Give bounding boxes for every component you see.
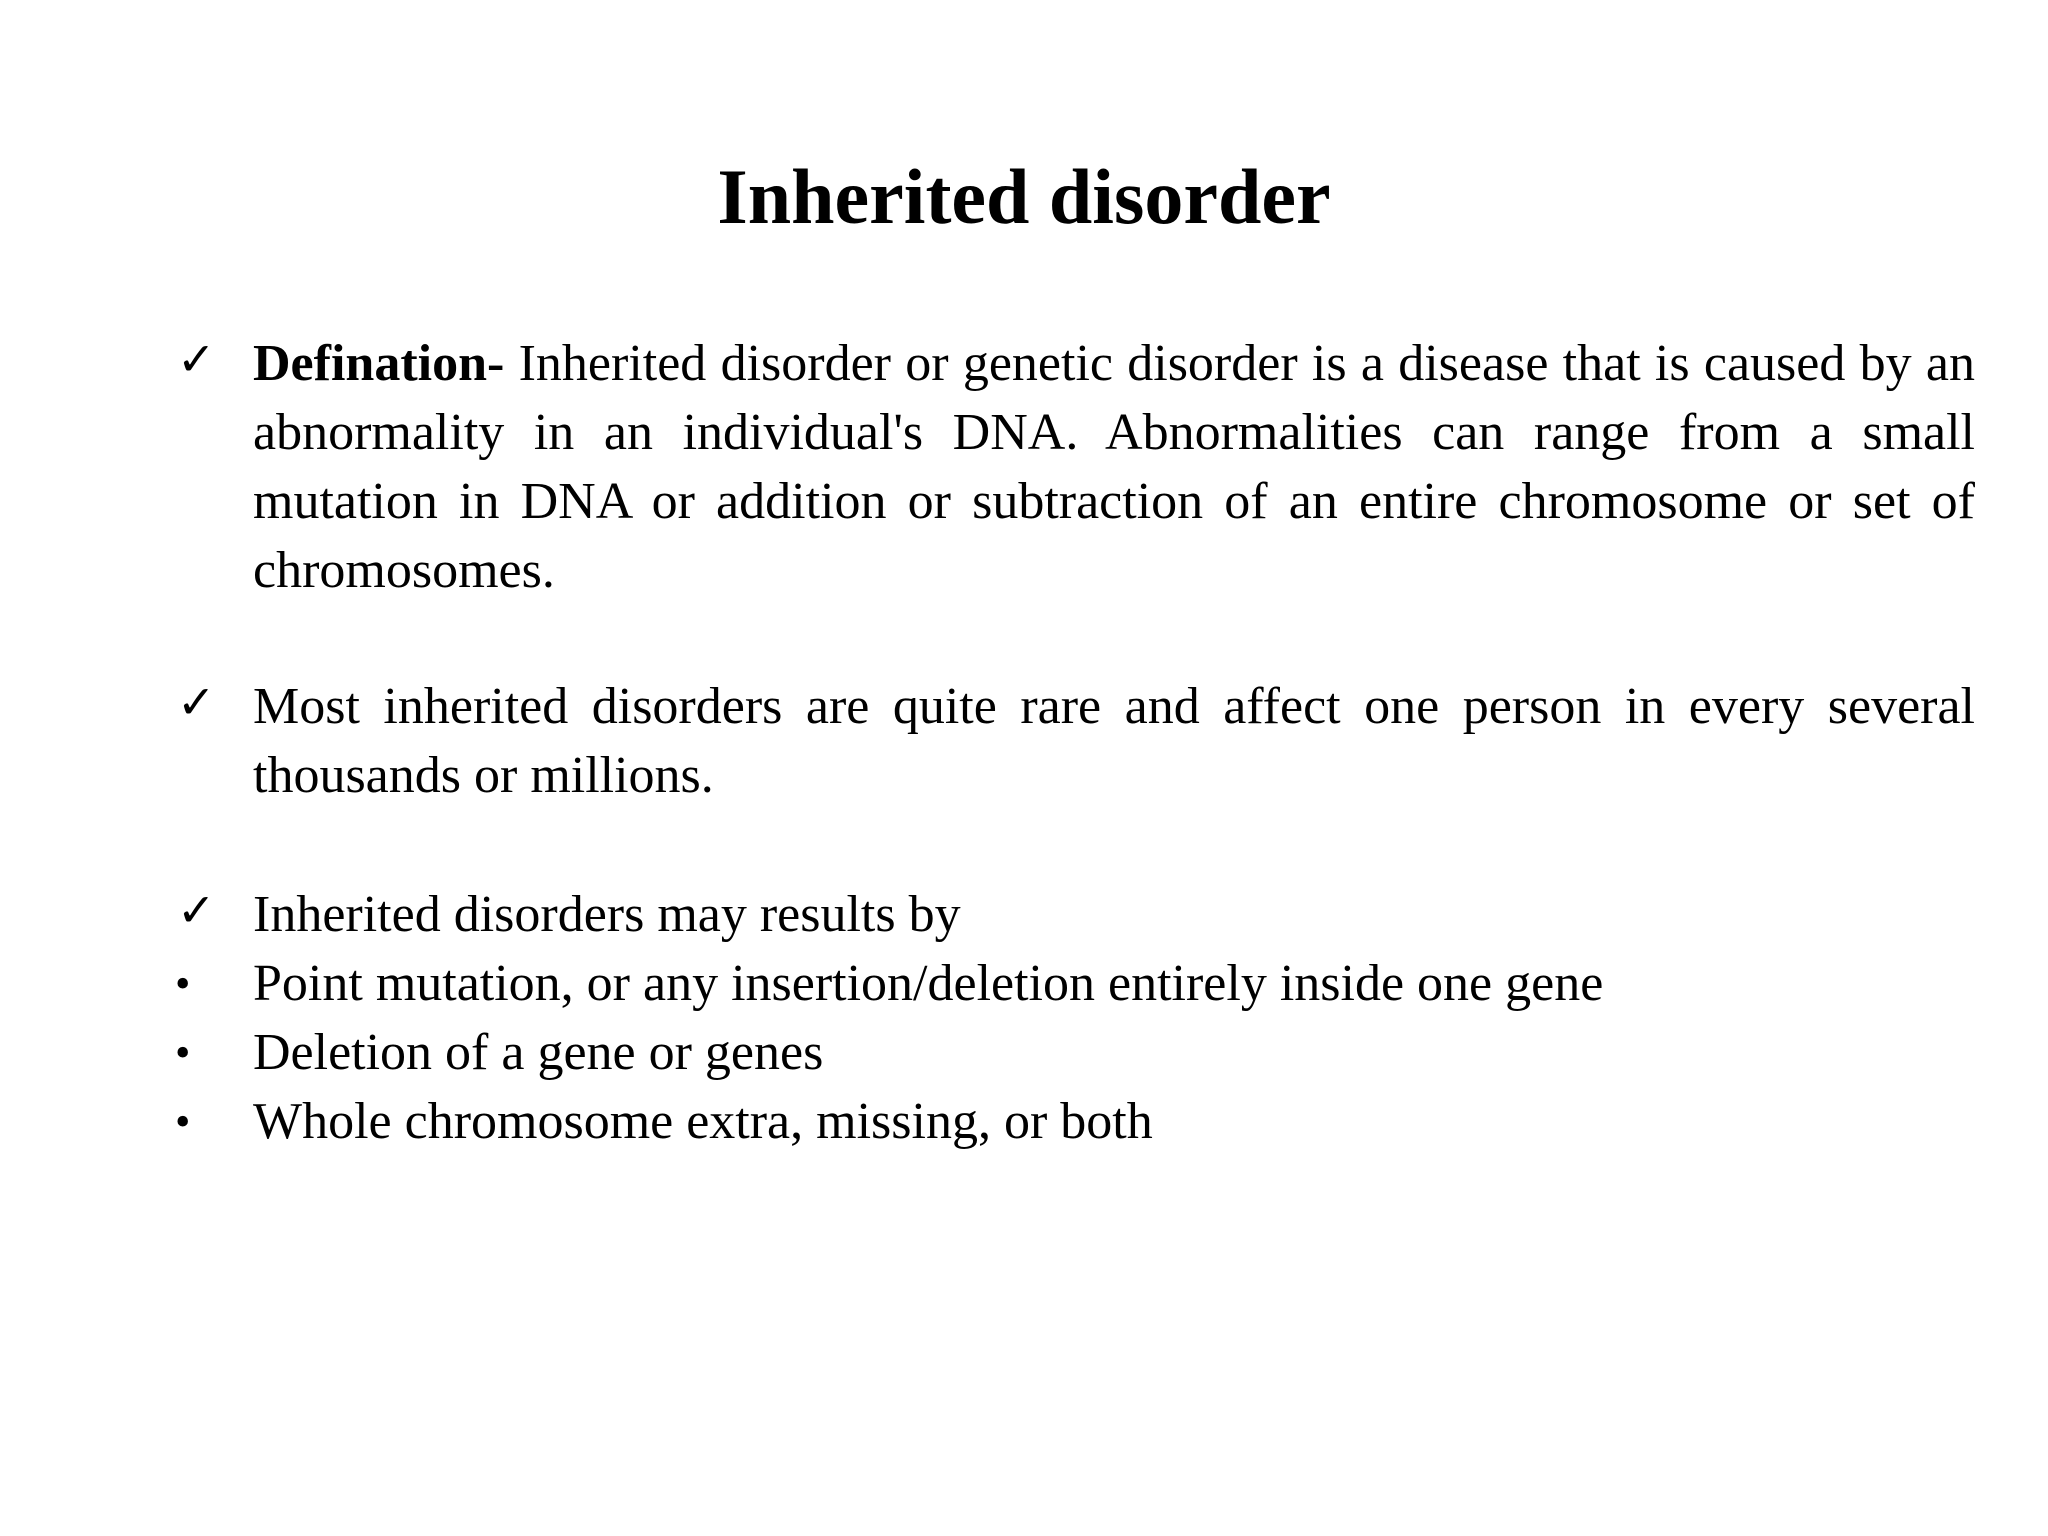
definition-term: Defination- xyxy=(253,335,505,392)
sub-bullet-text: Deletion of a gene or genes xyxy=(253,1024,824,1081)
sub-bullet-text: Point mutation, or any insertion/deletion entirely inside one gene xyxy=(253,955,1604,1012)
sub-bullet-point-mutation xyxy=(175,949,1975,1018)
sub-bullet-whole-chromosome xyxy=(175,1087,1975,1156)
bullet-item-definition xyxy=(177,329,1975,605)
bullet-item-causes xyxy=(177,880,1975,949)
definition-text: Inherited disorder or genetic disorder is a disease that is caused by an abnormality in an individual's DNA. Abnormalities can range from a small mutation in DNA or addition or subtraction of an entire chromosome or set of chromosomes. xyxy=(253,335,1975,599)
bullet-dot-icon: • xyxy=(175,959,191,1008)
sub-bullet-text: Whole chromosome extra, missing, or both xyxy=(253,1093,1153,1150)
sub-bullet-gene-deletion xyxy=(175,1018,1975,1087)
rarity-text: Most inherited disorders are quite rare and affect one person in every several thousands or millions. xyxy=(253,678,1975,804)
causes-text: Inherited disorders may results by xyxy=(253,886,961,943)
slide-title: Inherited disorder xyxy=(717,153,1331,240)
bullet-dot-icon: • xyxy=(175,1028,191,1077)
bullet-dot-icon: • xyxy=(175,1097,191,1146)
checkmark-icon: ✓ xyxy=(177,675,216,729)
checkmark-icon: ✓ xyxy=(177,883,216,937)
bullet-item-rarity xyxy=(177,672,1975,810)
checkmark-icon: ✓ xyxy=(177,332,216,386)
